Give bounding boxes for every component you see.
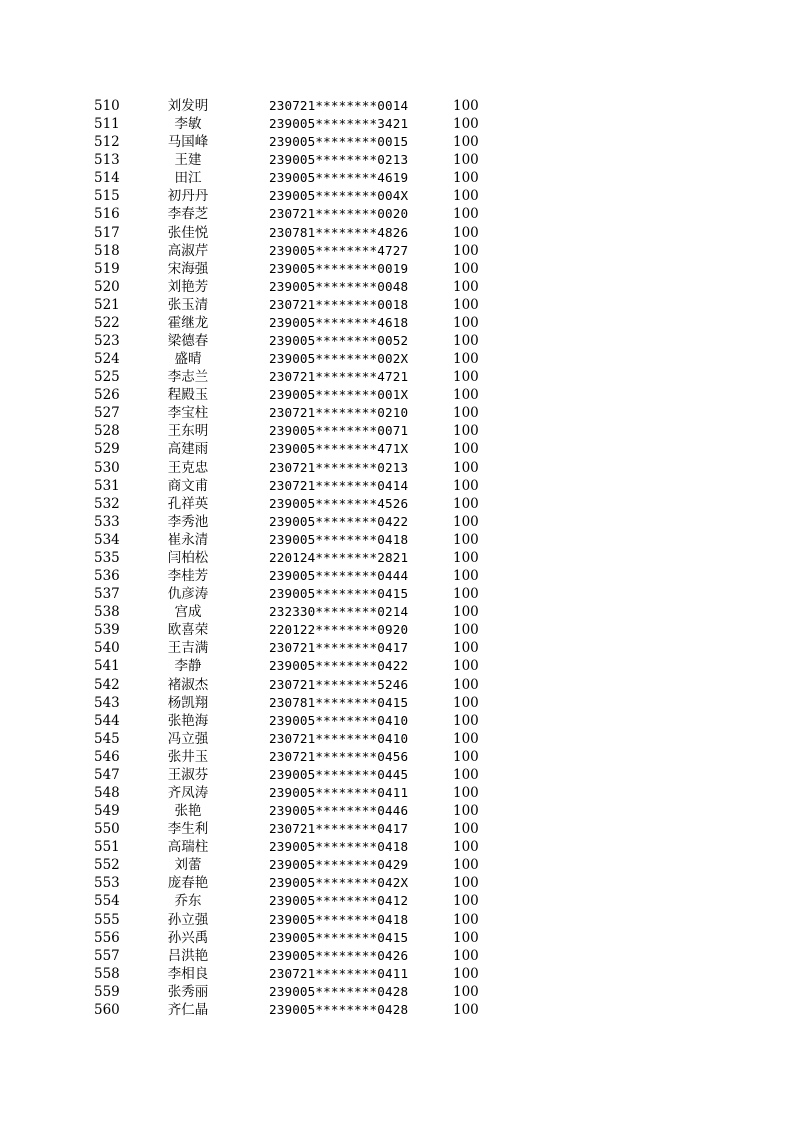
person-name: 冯立强 [167,730,209,747]
row-number: 531 [94,477,120,494]
person-name: 王建 [174,152,202,169]
person-name: 齐仁晶 [167,1001,209,1018]
score-value: 100 [453,423,479,440]
score-value: 100 [453,549,479,566]
table-row [0,947,793,965]
id-number: 239005********0071 [269,423,409,439]
row-number: 556 [94,929,120,946]
score-value: 100 [453,766,479,783]
score-value: 100 [453,875,479,892]
person-name: 高建雨 [167,441,209,458]
id-number: 230781********0415 [269,694,409,710]
person-name: 张佳悦 [167,224,209,241]
score-value: 100 [453,531,479,548]
score-value: 100 [453,459,479,476]
row-number: 522 [94,314,120,331]
row-number: 560 [94,1001,120,1018]
table-row [0,820,793,838]
id-number: 239005********4619 [269,170,409,186]
id-number: 239005********0444 [269,568,409,584]
score-value: 100 [453,947,479,964]
row-number: 533 [94,513,120,530]
person-name: 吕洪艳 [167,947,209,964]
row-number: 521 [94,296,120,313]
person-name: 刘发明 [167,98,209,114]
person-name: 宋海强 [167,260,209,277]
table-row [0,513,793,531]
person-name: 张艳海 [167,712,209,729]
table-row [0,440,793,458]
id-number: 230721********0410 [269,730,409,746]
person-name: 杨凯翔 [167,694,209,711]
table-row [0,694,793,712]
id-number: 239005********3421 [269,116,409,132]
score-value: 100 [453,242,479,259]
id-number: 239005********042X [269,875,409,891]
score-value: 100 [453,333,479,350]
score-value: 100 [453,857,479,874]
id-number: 230721********0414 [269,477,409,493]
row-number: 527 [94,405,120,422]
score-value: 100 [453,98,479,114]
row-number: 550 [94,821,120,838]
score-value: 100 [453,116,479,133]
person-name: 宫成 [174,604,202,621]
row-number: 534 [94,531,120,548]
score-value: 100 [453,441,479,458]
person-name: 仇彦涛 [167,586,209,603]
table-row [0,477,793,495]
id-number: 239005********4526 [269,495,409,511]
person-name: 盛晴 [174,351,202,368]
table-row [0,260,793,278]
table-row [0,314,793,332]
score-value: 100 [453,893,479,910]
id-number: 230721********0210 [269,405,409,421]
table-row [0,730,793,748]
id-number: 239005********002X [269,351,409,367]
id-number: 239005********0412 [269,893,409,909]
person-name: 李静 [174,658,202,675]
score-value: 100 [453,134,479,151]
id-number: 239005********001X [269,387,409,403]
person-name: 张玉清 [167,296,209,313]
row-number: 535 [94,549,120,566]
row-number: 515 [94,188,120,205]
person-name: 高淑芹 [167,242,209,259]
score-value: 100 [453,495,479,512]
id-number: 239005********004X [269,188,409,204]
person-name: 欧喜荣 [167,622,209,639]
person-name: 李春芝 [167,206,209,223]
row-number: 529 [94,441,120,458]
person-name: 王淑芬 [167,766,209,783]
score-value: 100 [453,152,479,169]
person-name: 闫柏松 [167,549,209,566]
score-value: 100 [453,314,479,331]
person-name: 程殿玉 [167,387,209,404]
score-value: 100 [453,224,479,241]
table-row [0,296,793,314]
person-name: 商文甫 [167,477,209,494]
table-row [0,784,793,802]
score-value: 100 [453,658,479,675]
score-value: 100 [453,604,479,621]
table-row [0,97,793,115]
table-row [0,585,793,603]
id-number: 239005********0418 [269,911,409,927]
row-number: 543 [94,694,120,711]
id-number: 239005********0415 [269,586,409,602]
id-number: 230721********4721 [269,369,409,385]
id-number: 239005********0048 [269,278,409,294]
row-number: 516 [94,206,120,223]
person-name: 李相良 [167,965,209,982]
score-value: 100 [453,260,479,277]
score-value: 100 [453,694,479,711]
score-value: 100 [453,568,479,585]
table-row [0,278,793,296]
id-number: 239005********0429 [269,857,409,873]
person-name: 王东明 [167,423,209,440]
person-name: 刘蕾 [174,857,202,874]
table-row [0,495,793,513]
row-number: 525 [94,369,120,386]
table-row [0,531,793,549]
row-number: 551 [94,839,120,856]
row-number: 554 [94,893,120,910]
table-row [0,187,793,205]
row-number: 512 [94,134,120,151]
person-name: 张井玉 [167,748,209,765]
data-table [0,97,793,1019]
table-row [0,115,793,133]
score-value: 100 [453,965,479,982]
table-row [0,224,793,242]
table-row [0,459,793,477]
id-number: 220122********0920 [269,622,409,638]
score-value: 100 [453,712,479,729]
row-number: 546 [94,748,120,765]
person-name: 褚淑杰 [167,676,209,693]
row-number: 520 [94,278,120,295]
table-row [0,242,793,260]
row-number: 510 [94,98,120,114]
person-name: 高瑞柱 [167,839,209,856]
person-name: 李志兰 [167,369,209,386]
person-name: 初丹丹 [167,188,209,205]
id-number: 239005********0415 [269,929,409,945]
id-number: 239005********0019 [269,260,409,276]
person-name: 李敏 [174,116,202,133]
row-number: 517 [94,224,120,241]
person-name: 孙兴禹 [167,929,209,946]
row-number: 538 [94,604,120,621]
table-row [0,657,793,675]
row-number: 537 [94,586,120,603]
table-row [0,151,793,169]
person-name: 李生利 [167,821,209,838]
score-value: 100 [453,405,479,422]
score-value: 100 [453,821,479,838]
table-row [0,169,793,187]
row-number: 549 [94,803,120,820]
id-number: 239005********0418 [269,839,409,855]
score-value: 100 [453,730,479,747]
table-row [0,350,793,368]
table-row [0,929,793,947]
score-value: 100 [453,296,479,313]
table-row [0,639,793,657]
id-number: 239005********0411 [269,784,409,800]
row-number: 559 [94,983,120,1000]
score-value: 100 [453,911,479,928]
person-name: 孙立强 [167,911,209,928]
person-name: 李宝柱 [167,405,209,422]
person-name: 田江 [174,170,202,187]
id-number: 239005********4727 [269,242,409,258]
score-value: 100 [453,784,479,801]
id-number: 239005********0422 [269,658,409,674]
id-number: 239005********0426 [269,947,409,963]
person-name: 孔祥英 [167,495,209,512]
table-row [0,368,793,386]
row-number: 519 [94,260,120,277]
row-number: 545 [94,730,120,747]
row-number: 511 [94,116,120,133]
row-number: 532 [94,495,120,512]
person-name: 李秀池 [167,513,209,530]
id-number: 239005********0445 [269,766,409,782]
score-value: 100 [453,206,479,223]
id-number: 232330********0214 [269,604,409,620]
id-number: 239005********0410 [269,712,409,728]
row-number: 526 [94,387,120,404]
row-number: 528 [94,423,120,440]
score-value: 100 [453,278,479,295]
id-number: 230721********0020 [269,206,409,222]
table-row [0,911,793,929]
row-number: 536 [94,568,120,585]
table-row [0,802,793,820]
row-number: 557 [94,947,120,964]
person-name: 刘艳芳 [167,278,209,295]
table-row [0,386,793,404]
table-row [0,205,793,223]
row-number: 540 [94,640,120,657]
person-name: 马国峰 [167,134,209,151]
table-row [0,1001,793,1019]
row-number: 542 [94,676,120,693]
row-number: 547 [94,766,120,783]
score-value: 100 [453,170,479,187]
score-value: 100 [453,586,479,603]
id-number: 239005********0422 [269,513,409,529]
score-value: 100 [453,622,479,639]
id-number: 230721********0018 [269,296,409,312]
table-row [0,603,793,621]
id-number: 230721********0411 [269,965,409,981]
id-number: 239005********0428 [269,983,409,999]
id-number: 230721********0213 [269,459,409,475]
person-name: 李桂芳 [167,568,209,585]
row-number: 513 [94,152,120,169]
row-number: 553 [94,875,120,892]
row-number: 514 [94,170,120,187]
score-value: 100 [453,477,479,494]
row-number: 555 [94,911,120,928]
table-row [0,712,793,730]
table-row [0,567,793,585]
id-number: 239005********471X [269,441,409,457]
row-number: 558 [94,965,120,982]
score-value: 100 [453,676,479,693]
score-value: 100 [453,351,479,368]
row-number: 539 [94,622,120,639]
id-number: 230721********0456 [269,748,409,764]
table-row [0,621,793,639]
person-name: 庞春艳 [167,875,209,892]
row-number: 523 [94,333,120,350]
score-value: 100 [453,513,479,530]
score-value: 100 [453,803,479,820]
score-value: 100 [453,1001,479,1018]
person-name: 王克忠 [167,459,209,476]
row-number: 518 [94,242,120,259]
person-name: 张秀丽 [167,983,209,1000]
table-row [0,748,793,766]
row-number: 544 [94,712,120,729]
table-row [0,133,793,151]
table-row [0,766,793,784]
score-value: 100 [453,839,479,856]
table-row [0,838,793,856]
table-row [0,422,793,440]
id-number: 239005********0015 [269,134,409,150]
row-number: 548 [94,784,120,801]
id-number: 239005********0418 [269,531,409,547]
table-row [0,332,793,350]
score-value: 100 [453,748,479,765]
row-number: 541 [94,658,120,675]
table-row [0,856,793,874]
score-value: 100 [453,369,479,386]
score-value: 100 [453,983,479,1000]
score-value: 100 [453,929,479,946]
row-number: 530 [94,459,120,476]
score-value: 100 [453,640,479,657]
table-row [0,549,793,567]
id-number: 239005********0052 [269,333,409,349]
row-number: 552 [94,857,120,874]
id-number: 230781********4826 [269,224,409,240]
table-row [0,892,793,910]
person-name: 梁德春 [167,333,209,350]
id-number: 239005********0428 [269,1001,409,1017]
table-row [0,983,793,1001]
id-number: 230721********0417 [269,821,409,837]
table-row [0,874,793,892]
person-name: 齐凤涛 [167,784,209,801]
score-value: 100 [453,188,479,205]
id-number: 239005********0213 [269,152,409,168]
id-number: 220124********2821 [269,549,409,565]
id-number: 230721********0014 [269,98,409,113]
person-name: 崔永清 [167,531,209,548]
person-name: 王吉满 [167,640,209,657]
table-row [0,404,793,422]
person-name: 霍继龙 [167,314,209,331]
id-number: 239005********0446 [269,803,409,819]
row-number: 524 [94,351,120,368]
id-number: 239005********4618 [269,314,409,330]
table-row [0,965,793,983]
table-row [0,676,793,694]
person-name: 张艳 [174,803,202,820]
person-name: 乔东 [174,893,202,910]
id-number: 230721********5246 [269,676,409,692]
score-value: 100 [453,387,479,404]
id-number: 230721********0417 [269,640,409,656]
